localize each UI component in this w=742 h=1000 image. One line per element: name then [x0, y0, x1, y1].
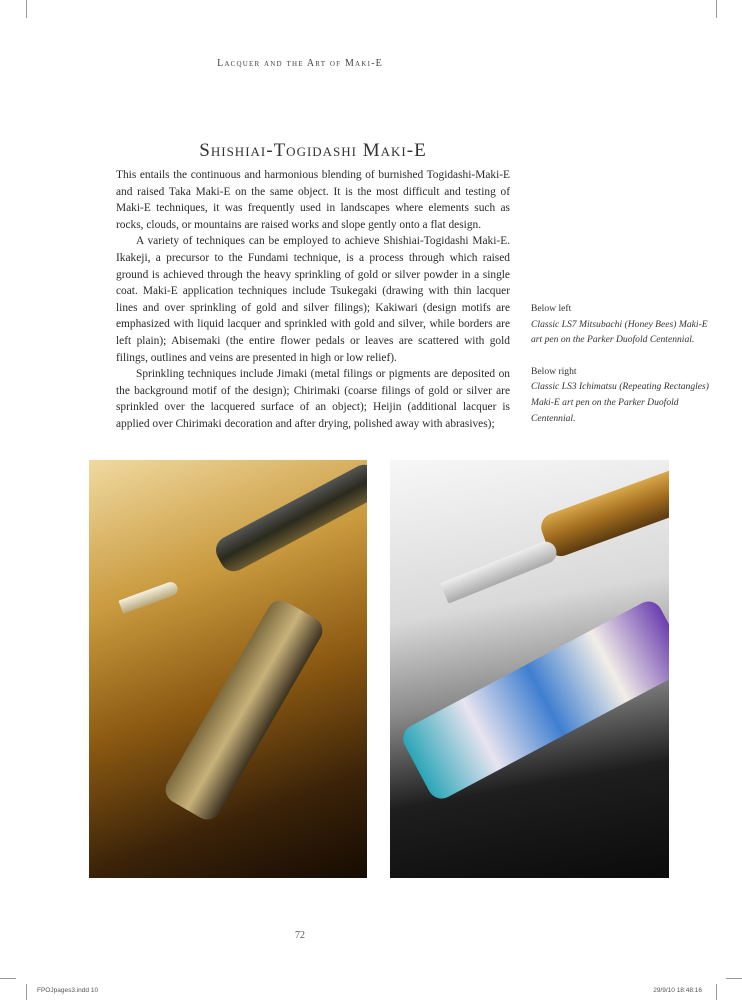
page-number: 72: [295, 930, 305, 941]
crop-mark: [716, 984, 717, 1000]
caption-text: Classic LS3 Ichimatsu (Repeating Rectangles) Maki-E art pen on the Parker Duofold Centennial.: [531, 381, 709, 424]
body-text: [116, 167, 510, 433]
crop-mark: [26, 0, 27, 18]
caption-text: Classic LS7 Mitsubachi (Honey Bees) Maki-E art pen on the Parker Duofold Centennial.: [531, 318, 708, 346]
caption-left: [531, 301, 711, 348]
caption-label: Below left: [531, 303, 572, 314]
paragraph: Sprinkling techniques include Jimaki (metal filings or pigments are deposited on the background motif of the design); Chirimaki (coarse filings of gold or silver are sprinkled over the lacquered surface of an object); Heijin (additional lacquer is applied over Chirimaki decoration and after drying, polished away with abrasives);: [116, 368, 510, 430]
caption-right: [531, 364, 711, 426]
running-head: Lacquer and the Art of Maki-E: [217, 58, 383, 69]
section-title: Shishiai-Togidashi Maki-E: [199, 140, 427, 161]
slug-file: FPOJpages3.indd 10: [37, 987, 99, 994]
crop-mark: [0, 978, 16, 979]
crop-mark: [716, 0, 717, 18]
photo-captions: [531, 301, 711, 442]
paragraph: A variety of techniques can be employed to achieve Shishiai-Togidashi Maki-E. Ikakeji, a precursor to the Fundami technique, is a process through which raised ground is achieved through the heavy sprinkling of gold or silver powder in a single coat. Maki-E application techniques include Tsukegaki (drawing with thin lacquer lines and over sprinkling of gold and silver filings); Kakiwari (design motifs are emphasized with liquid lacquer and sprinkled with gold and silver, while borders are left plain); Abisemaki (the entire flower pedals or leaves are scattered with gold filings, outlines and veins are presented in high or low relief).: [116, 235, 510, 364]
photo-ichimatsu-pen: [390, 460, 669, 878]
crop-mark: [726, 978, 742, 979]
photo-mitsubachi-pen: [89, 460, 367, 878]
paragraph: This entails the continuous and harmonious blending of burnished Togidashi-Maki-E and raised Taka Maki-E on the same object. It is the most difficult and testing of Maki-E techniques, it was frequently used in landscapes where elements such as rocks, clouds, or mountains are raised works and slope gently onto a flat design.: [116, 169, 510, 231]
crop-mark: [26, 984, 27, 1000]
caption-label: Below right: [531, 365, 577, 377]
slug-date: 29/9/10 18:48:16: [653, 987, 702, 994]
